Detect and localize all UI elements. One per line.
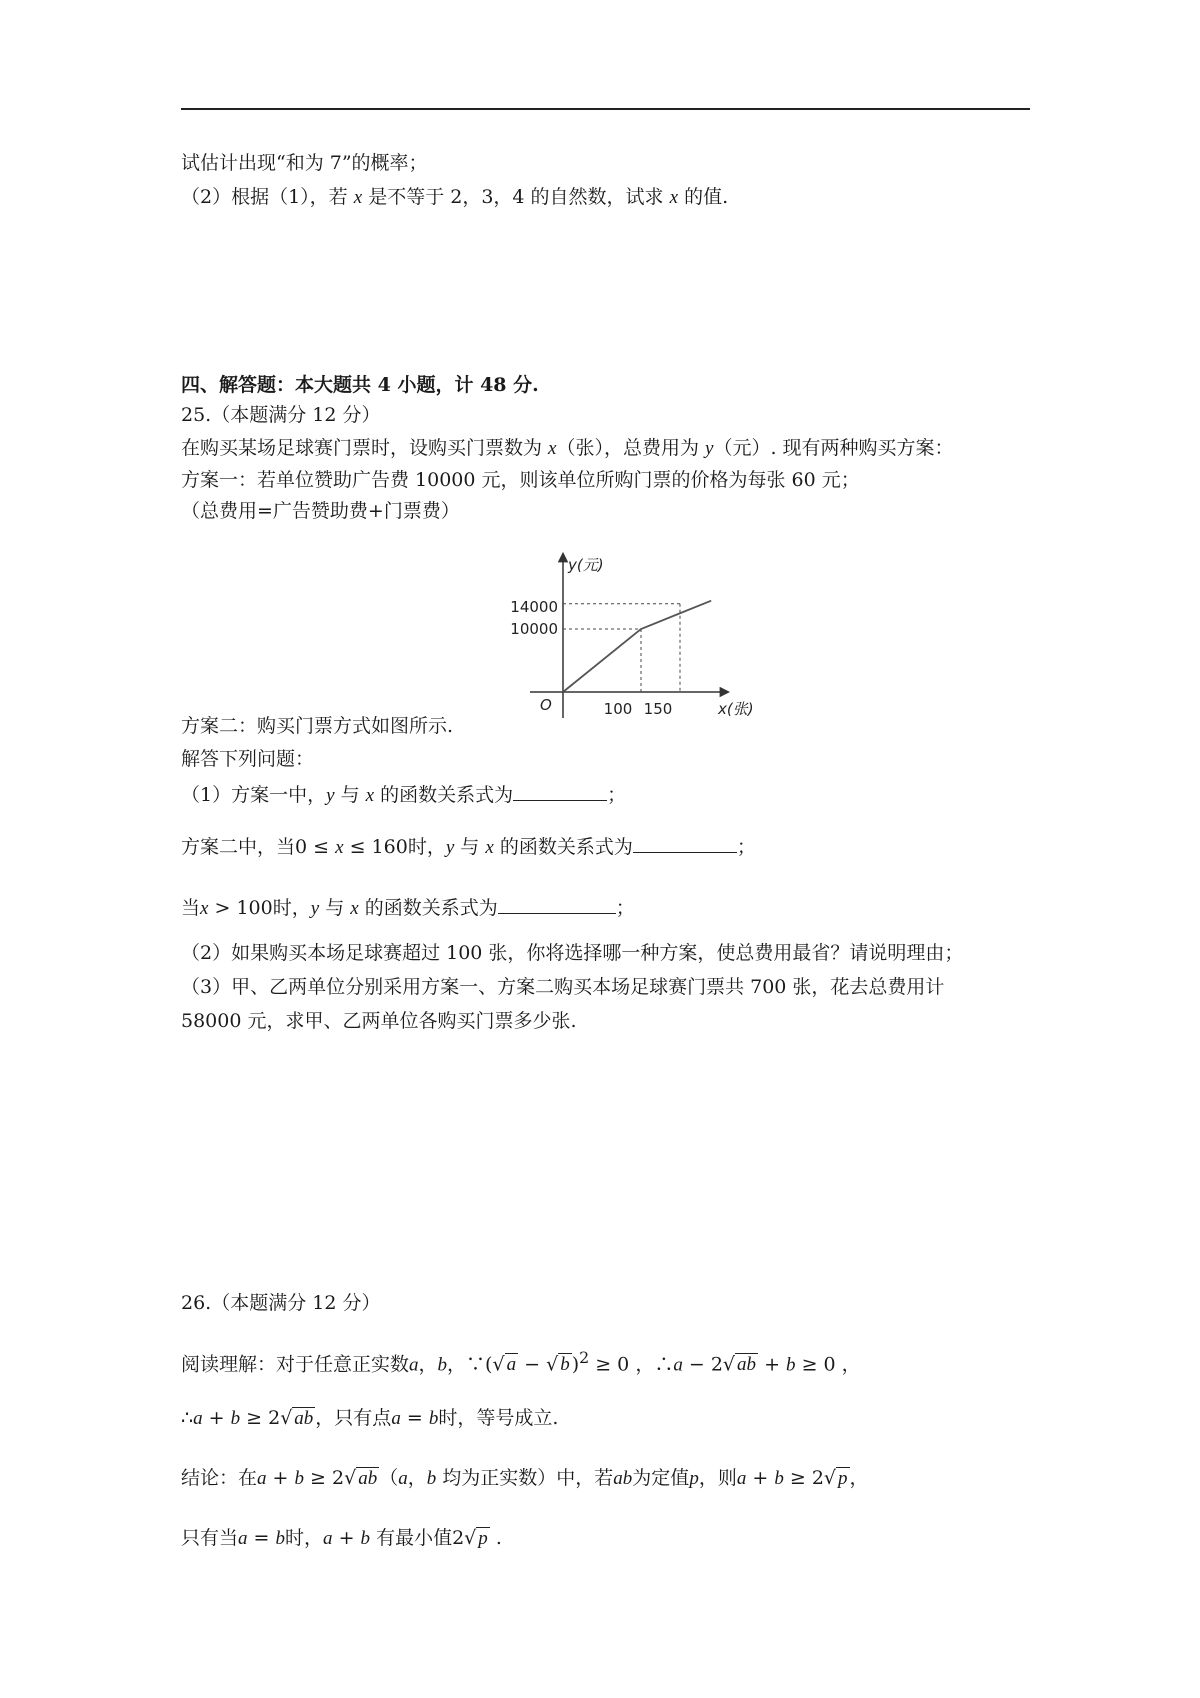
x-axis-label: x(张) xyxy=(718,700,754,718)
origin-label: O xyxy=(540,696,552,714)
q25-part1-plan1: （1）方案一中，y 与 x 的函数关系式为 ； xyxy=(181,780,626,809)
prev-line-2: （2）根据（1），若 x 是不等于 2，3，4 的自然数，试求 x 的值. xyxy=(181,186,729,208)
q25-plan2: 方案二：购买门票方式如图所示. xyxy=(181,715,454,737)
y-axis-label: y(元) xyxy=(568,556,604,574)
q25-part1-plan2-a: 方案二中，当0 ≤ x ≤ 160时，y 与 x 的函数关系式为 ； xyxy=(181,832,756,861)
q26-reading-2: ∴a + b ≥ 2√ ab ，只有点a = b时，等号成立. xyxy=(181,1407,559,1429)
q25-part1-plan2-b: 当x > 100时，y 与 x 的函数关系式为 ； xyxy=(181,893,635,922)
answer-blank-1 xyxy=(513,780,607,801)
q26-conclusion-1: 结论：在a + b ≥ 2√ ab （a，b 均为正实数）中，若ab为定值p，则a + b ≥ 2√ p ， xyxy=(181,1467,869,1489)
q25-part2: （2）如果购买本场足球赛超过 100 张，你将选择哪一种方案，使总费用最省？请说明理由； xyxy=(181,942,964,964)
series-line xyxy=(563,601,711,692)
x-tick-150: 150 xyxy=(643,700,673,718)
q25-plan1: 方案一：若单位赞助广告费 10000 元，则该单位所购门票的价格为每张 60 元； xyxy=(181,469,860,491)
q25-plan1-note: （总费用=广告赞助费+门票费） xyxy=(181,500,460,522)
q26-conclusion-2: 只有当a = b时，a + b 有最小值2√ p . xyxy=(181,1527,502,1549)
section-title: 四、解答题：本大题共 4 小题，计 48 分. xyxy=(181,374,539,396)
prev-line-1: 试估计出现“和为 7”的概率； xyxy=(181,152,428,174)
q25-heading: 25.（本题满分 12 分） xyxy=(181,404,381,426)
q25-part3-b: 58000 元，求甲、乙两单位各购买门票多少张. xyxy=(181,1010,577,1032)
y-tick-10000: 10000 xyxy=(510,620,558,638)
q26-reading-1: 阅读理解：对于任意正实数a，b，∵(√ a − √ b )$^2$ ≥ 0 ，∴a − 2√ ab + b ≥ 0 ， xyxy=(181,1348,861,1376)
answer-blank-2 xyxy=(633,832,737,853)
q25-answer-intro: 解答下列问题： xyxy=(181,748,315,770)
q26-heading: 26.（本题满分 12 分） xyxy=(181,1292,381,1314)
y-tick-14000: 14000 xyxy=(510,598,558,616)
x-tick-100: 100 xyxy=(603,700,633,718)
header-rule xyxy=(181,108,1030,110)
q25-part3-a: （3）甲、乙两单位分别采用方案一、方案二购买本场足球赛门票共 700 张，花去总费用计 xyxy=(181,976,945,998)
plan2-graph xyxy=(500,548,770,728)
q25-intro: 在购买某场足球赛门票时，设购买门票数为 x（张），总费用为 y（元）. 现有两种购买方案： xyxy=(181,437,954,459)
answer-blank-3 xyxy=(498,893,616,914)
